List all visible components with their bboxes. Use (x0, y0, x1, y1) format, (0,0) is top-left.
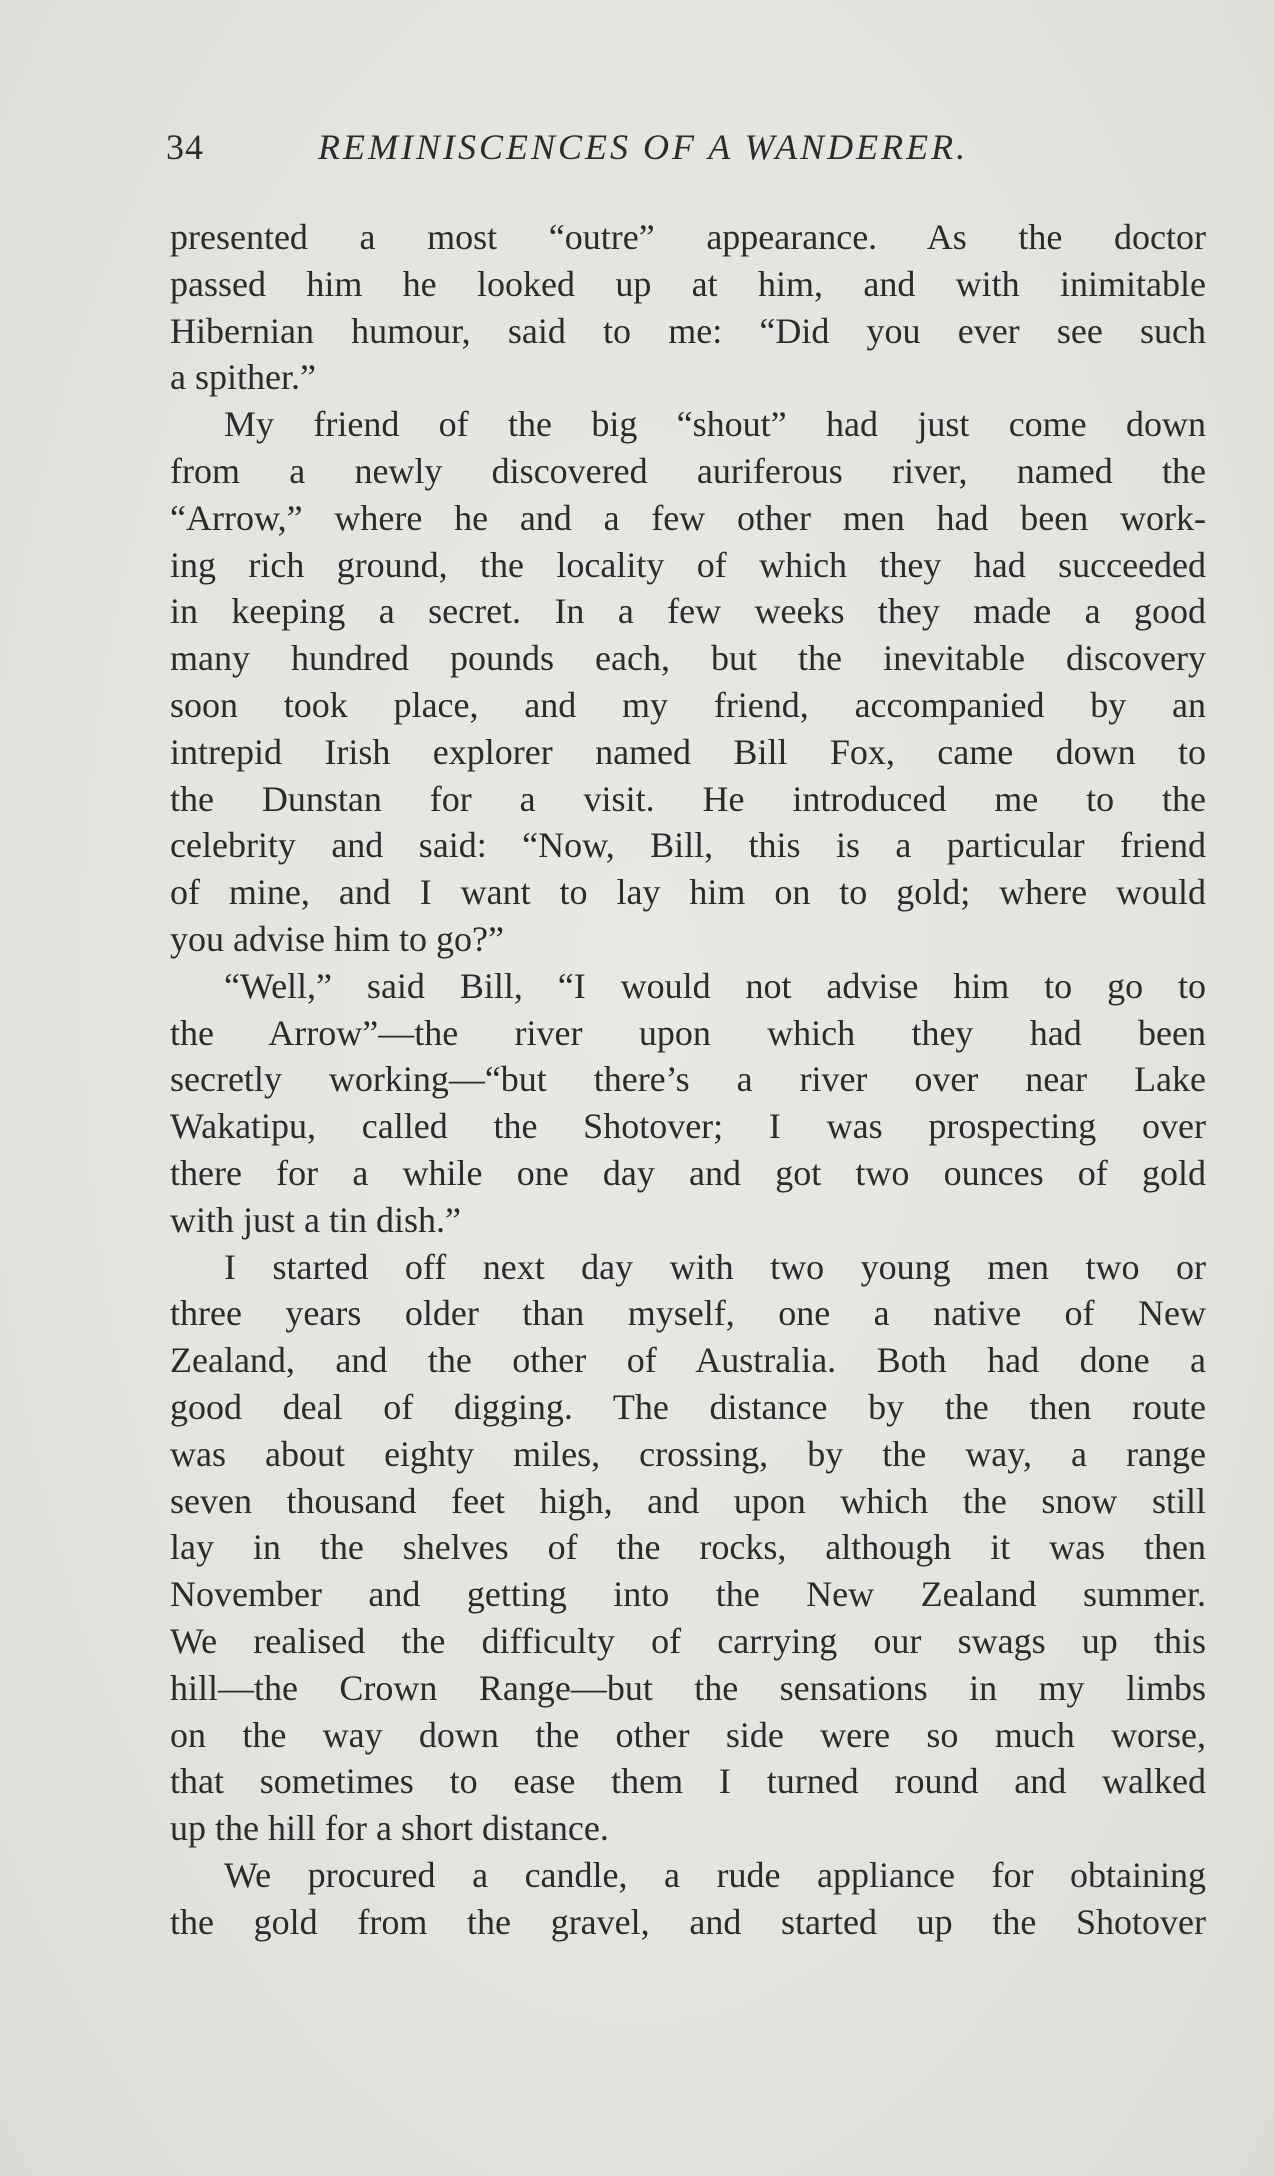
text-line: ing rich ground, the locality of which they had succeeded (170, 544, 1206, 585)
text-line: My friend of the big “shout” had just come down (224, 404, 1206, 445)
text-line: We procured a candle, a rude appliance for obtaining (224, 1854, 1206, 1895)
text-line: Wakatipu, called the Shotover; I was prospecting over (170, 1106, 1206, 1147)
text-line: that sometimes to ease them I turned round and walked (170, 1761, 1206, 1802)
text-line: from a newly discovered auriferous river, named the (170, 450, 1206, 491)
text-line: was about eighty miles, crossing, by the way, a range (170, 1433, 1206, 1474)
running-head: REMINISCENCES OF A WANDERER. (318, 127, 969, 167)
text-line: the Dunstan for a visit. He introduced me to the (170, 778, 1206, 819)
text-line: Hibernian humour, said to me: “Did you ever see such (170, 310, 1206, 351)
text-line: hill—the Crown Range—but the sensations in my limbs (170, 1667, 1206, 1708)
text-line: “Well,” said Bill, “I would not advise him to go to (224, 965, 1206, 1006)
text-line: in keeping a secret. In a few weeks they made a good (170, 591, 1206, 632)
text-line: “Arrow,” where he and a few other men had been work- (170, 497, 1206, 538)
text-line: with just a tin dish.” (170, 1199, 461, 1240)
text-line: Zealand, and the other of Australia. Both had done a (170, 1340, 1206, 1381)
text-line: on the way down the other side were so much worse, (170, 1714, 1206, 1755)
text-line: November and getting into the New Zealand summer. (170, 1574, 1206, 1615)
text-line: I started off next day with two young men two or (224, 1246, 1206, 1287)
text-line: there for a while one day and got two ounces of gold (170, 1152, 1206, 1193)
text-line: the gold from the gravel, and started up the Shotover (170, 1901, 1206, 1942)
text-line: the Arrow”—the river upon which they had been (170, 1012, 1206, 1053)
text-line: secretly working—“but there’s a river over near Lake (170, 1059, 1206, 1100)
text-line: seven thousand feet high, and upon which the snow still (170, 1480, 1206, 1521)
text-line: celebrity and said: “Now, Bill, this is a particular friend (170, 825, 1206, 866)
text-line: good deal of digging. The distance by the then route (170, 1386, 1206, 1427)
page-number: 34 (166, 127, 204, 167)
text-line: soon took place, and my friend, accompanied by an (170, 684, 1206, 725)
text-line: lay in the shelves of the rocks, although it was then (170, 1527, 1206, 1568)
text-line: a spither.” (170, 357, 316, 398)
text-line: many hundred pounds each, but the inevitable discovery (170, 638, 1206, 679)
text-line: presented a most “outre” appearance. As the doctor (170, 217, 1206, 257)
text-line: of mine, and I want to lay him on to gold; where would (170, 872, 1206, 913)
body-text (170, 214, 1206, 1945)
text-line: three years older than myself, one a native of New (170, 1293, 1206, 1334)
text-line: up the hill for a short distance. (170, 1808, 609, 1849)
page-header (166, 126, 1066, 176)
text-line: passed him he looked up at him, and with inimitable (170, 263, 1206, 304)
text-line: We realised the difficulty of carrying our swags up this (170, 1620, 1206, 1661)
text-line: you advise him to go?” (170, 918, 504, 959)
text-line: intrepid Irish explorer named Bill Fox, came down to (170, 731, 1206, 772)
